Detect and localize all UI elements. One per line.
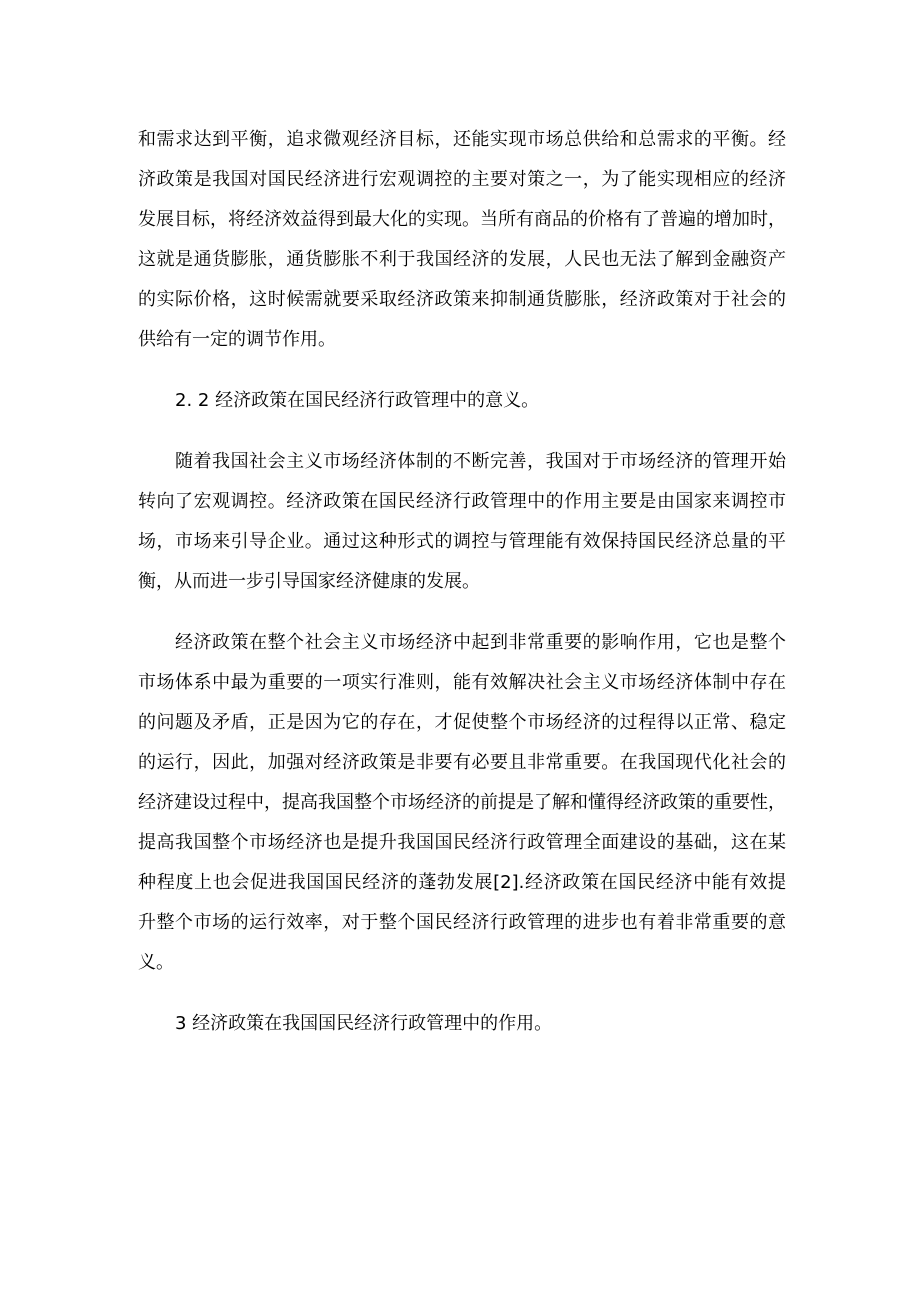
text-line: 转向了宏观调控。经济政策在国民经济行政管理中的作用主要是由国家来调控市 xyxy=(138,491,786,512)
paragraph-macro-control xyxy=(138,442,786,602)
text-line: 供给有一定的调节作用。 xyxy=(138,329,336,350)
heading-section-2-2 xyxy=(138,381,786,421)
text-line: 的实际价格，这时候需就要采取经济政策来抑制通货膨胀，经济政策对于社会的 xyxy=(138,289,786,310)
text-line: 和需求达到平衡，追求微观经济目标，还能实现市场总供给和总需求的平衡。经 xyxy=(138,129,786,150)
section-heading: 2. 2 经济政策在国民经济行政管理中的意义。 xyxy=(175,390,540,411)
section-heading: 3 经济政策在我国国民经济行政管理中的作用。 xyxy=(175,1013,553,1034)
text-line: 场，市场来引导企业。通过这种形式的调控与管理能有效保持国民经济总量的平 xyxy=(138,531,786,552)
text-line: 市场体系中最为重要的一项实行准则，能有效解决社会主义市场经济体制中存在 xyxy=(138,672,786,693)
text-line: 的运行，因此，加强对经济政策是非要有必要且非常重要。在我国现代化社会的 xyxy=(138,752,786,773)
text-line: 随着我国社会主义市场经济体制的不断完善，我国对于市场经济的管理开始 xyxy=(175,451,786,472)
text-line: 经济政策在整个社会主义市场经济中起到非常重要的影响作用，它也是整个 xyxy=(175,632,786,653)
text-line: 提高我国整个市场经济也是提升我国国民经济行政管理全面建设的基础，这在某 xyxy=(138,832,786,853)
text-line: 衡，从而进一步引导国家经济健康的发展。 xyxy=(138,571,480,592)
text-line: 的问题及矛盾，正是因为它的存在，才促使整个市场经济的过程得以正常、稳定 xyxy=(138,712,786,733)
text-line: 发展目标，将经济效益得到最大化的实现。当所有商品的价格有了普遍的增加时， xyxy=(138,209,786,230)
text-line: 义。 xyxy=(138,952,174,973)
text-line: 这就是通货膨胀，通货膨胀不利于我国经济的发展，人民也无法了解到金融资产 xyxy=(138,249,786,270)
text-line: 经济建设过程中，提高我国整个市场经济的前提是了解和懂得经济政策的重要性， xyxy=(138,792,786,813)
text-line: 济政策是我国对国民经济进行宏观调控的主要对策之一，为了能实现相应的经济 xyxy=(138,169,786,190)
text-line: 种程度上也会促进我国国民经济的蓬勃发展[2].经济政策在国民经济中能有效提 xyxy=(138,872,786,893)
paragraph-economic-policy-role xyxy=(138,120,786,360)
heading-section-3 xyxy=(138,1004,786,1044)
document-body xyxy=(138,120,786,1044)
text-line: 升整个市场的运行效率，对于整个国民经济行政管理的进步也有着非常重要的意 xyxy=(138,912,786,933)
paragraph-policy-importance xyxy=(138,623,786,983)
